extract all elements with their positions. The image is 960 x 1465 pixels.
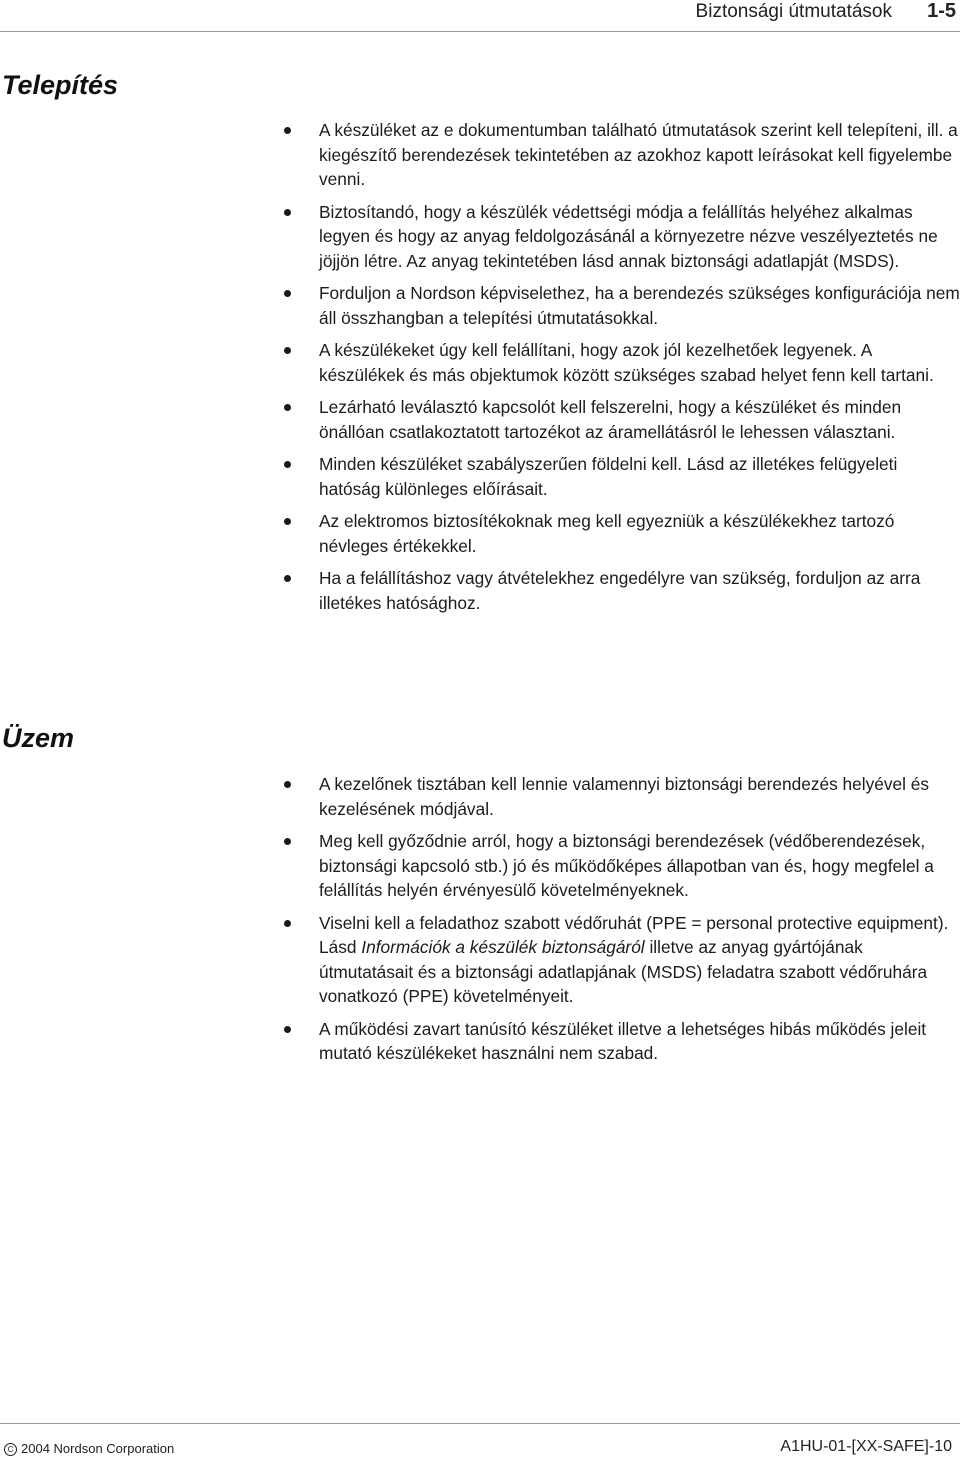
list-item-text: A kezelőnek tisztában kell lennie valamennyi biztonsági berendezés helyével és kezelésének módjával. [319,774,930,819]
list-item-text [319,913,948,1007]
copyright [4,1441,174,1456]
bullet-icon [284,1026,291,1033]
header-title: Biztonsági útmutatások [695,1,892,22]
section-title-install: Telepítés [2,70,119,100]
list-item-text: A működési zavart tanúsító készüléket illetve a lehetséges hibás működés jeleit mutató készülékeket használni nem szabad. [319,1018,927,1063]
copyright-icon: C [4,1443,17,1456]
list-item-text: Minden készüléket szabályszerűen földelni kell. Lásd az illetékes felügyeleti hatóság különleges előírásait. [319,454,898,499]
list-item-text: Lezárható leválasztó kapcsolót kell felszerelni, hogy a készüléket és minden önállóan csatlakoztatott tartozékot az áramellátásról le lehessen választani. [319,397,902,442]
bullet-icon [284,209,291,216]
bullet-icon [284,838,291,845]
bullet-icon [284,920,291,927]
document-code: A1HU-01-[XX-SAFE]-10 [780,1438,952,1455]
list-item-text: A készüléket az e dokumentumban található útmutatások szerint kell telepíteni, ill. a kiegészítő berendezések tekintetében az azokhoz kapott leírásokat kell figyelembe venni. [319,120,958,189]
bullet-icon [284,781,291,788]
list-item-text: Ha a felállításhoz vagy átvételekhez engedélyre van szükség, forduljon az arra illetékes hatósághoz. [319,568,921,613]
list-item-text-start: Viselni kell a feladathoz szabott védőruhát (PPE = personal protective equipment). Lásd [319,912,949,957]
list-item [278,338,960,387]
list-item [278,911,960,1009]
page-number: 1-5 [927,0,956,22]
list-item [278,1017,960,1066]
list-item-text: Meg kell győződnie arról, hogy a biztonsági berendezések (védőberendezések, biztonsági kapcsoló stb.) jó és működőképes állapotban van és, hogy megfelel a felállítás helyén érvényesülő követelményeknek. [319,831,934,900]
list-item-text: Az elektromos biztosítékoknak meg kell egyezniük a készülékekhez tartozó névleges értékekkel. [319,511,895,556]
list-item [278,395,960,444]
list-item [278,281,960,330]
bullet-icon [284,404,291,411]
list-item [278,829,960,903]
operation-bullet-list [278,772,960,1074]
bullet-icon [284,127,291,134]
list-item-text: A készülékeket úgy kell felállítani, hogy azok jól kezelhetőek legyenek. A készülékek és más objektumok között szükséges szabad helyet fenn kell tartani. [319,340,934,385]
bullet-icon [284,518,291,525]
header-divider [0,31,960,32]
list-item [278,509,960,558]
list-item [278,452,960,501]
footer-divider [0,1423,960,1424]
list-item-text: Forduljon a Nordson képviselethez, ha a berendezés szükséges konfigurációja nem áll összhangban a telepítési útmutatásokkal. [319,283,960,328]
list-item [278,118,960,192]
copyright-text: 2004 Nordson Corporation [21,1441,175,1456]
bullet-icon [284,290,291,297]
page-header [0,0,960,32]
page-footer [0,1423,960,1465]
list-item [278,566,960,615]
list-item-text-end: illetve az anyag gyártójának útmutatásait és a biztonsági adatlapjának (MSDS) feladatra szabott védőruhára vonatkozó (PPE) követelményeit. [319,937,928,1006]
install-bullet-list [278,118,960,623]
list-item-text: Biztosítandó, hogy a készülék védettségi módja a felállítás helyéhez alkalmas legyen és hogy az anyag feldolgozásánál a környezetre nézve veszélyeztetés ne jöjjön létre. Az anyag tekintetében lásd annak biztonsági adatlapját (MSDS). [319,201,938,271]
bullet-icon [284,461,291,468]
manual-reference: Információk a készülék biztonságáról [361,937,645,957]
section-title-operation: Üzem [2,723,75,753]
list-item [278,200,960,274]
bullet-icon [284,575,291,582]
list-item [278,772,960,821]
bullet-icon [284,347,291,354]
